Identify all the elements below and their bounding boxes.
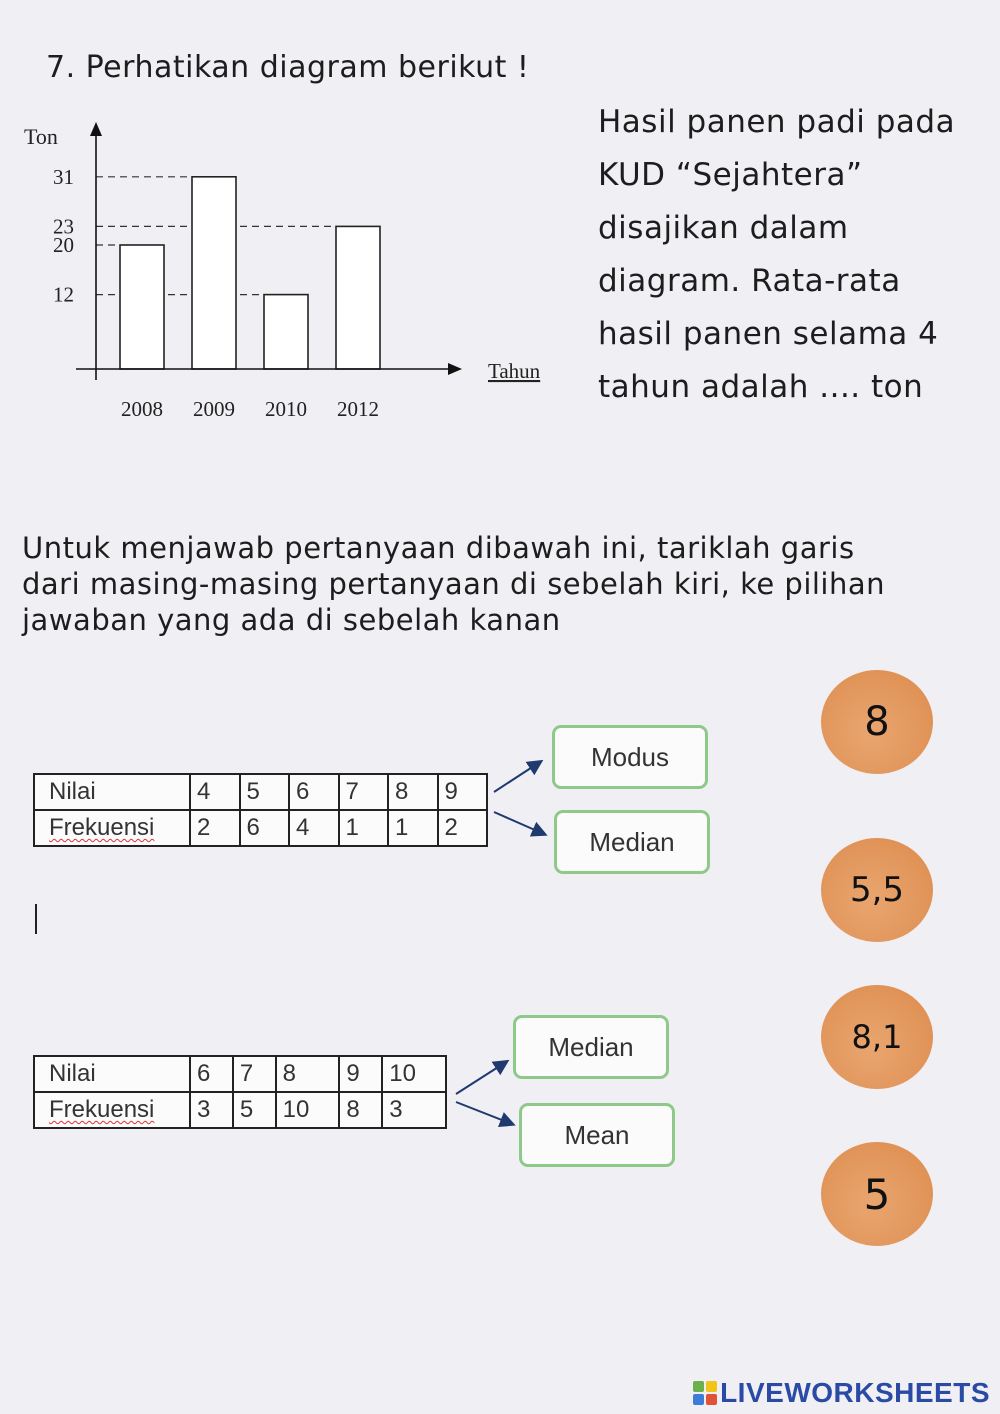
table-cell: 9 (339, 1056, 382, 1092)
y-tick-label: 23 (53, 214, 74, 239)
table-cell: 7 (339, 774, 389, 810)
table-cell: 7 (233, 1056, 276, 1092)
bar (120, 245, 164, 369)
answer-circle[interactable]: 5 (821, 1142, 933, 1246)
y-axis-title: Ton (24, 124, 58, 149)
brand-name: LIVEWORKSHEETS (720, 1377, 990, 1408)
table-cell: 10 (276, 1092, 340, 1128)
table-cell: 5 (233, 1092, 276, 1128)
bar-chart (18, 110, 578, 430)
table-cell: 6 (289, 774, 339, 810)
x-axis-title: Tahun (488, 359, 541, 383)
row-label-text: Frekuensi (49, 1096, 155, 1123)
liveworksheets-icon (693, 1381, 717, 1405)
instruction-text (22, 530, 982, 638)
bar (192, 177, 236, 369)
x-tick-label: 2010 (265, 397, 307, 421)
table-cell: 8 (276, 1056, 340, 1092)
y-axis-arrow (90, 122, 102, 136)
question-title: 7. Perhatikan diagram berikut ! (46, 50, 530, 85)
row-label (34, 1092, 190, 1128)
instruction-line: jawaban yang ada di sebelah kanan (22, 603, 561, 637)
row-label: Nilai (34, 1056, 190, 1092)
table-cell: 4 (190, 774, 240, 810)
option-mean[interactable]: Mean (519, 1103, 675, 1167)
table-cell: 8 (388, 774, 438, 810)
bar (336, 226, 380, 369)
instruction-line: Untuk menjawab pertanyaan dibawah ini, tariklah garis (22, 531, 855, 565)
table-cell: 2 (438, 810, 488, 846)
y-tick-label: 20 (53, 233, 74, 257)
table-cell: 4 (289, 810, 339, 846)
answer-circle[interactable]: 8 (821, 670, 933, 774)
x-tick-label: 2009 (193, 397, 235, 421)
question-text-line: KUD “Sejahtera” (598, 157, 863, 193)
question-text-line: disajikan dalam (598, 210, 849, 246)
row-label (34, 810, 190, 846)
question-text-line: hasil panen selama 4 (598, 316, 939, 352)
question-text-line: tahun adalah .... ton (598, 369, 924, 405)
table-row (34, 1056, 446, 1092)
table-cell: 9 (438, 774, 488, 810)
question-text-line: diagram. Rata-rata (598, 263, 901, 299)
table-cell: 6 (240, 810, 290, 846)
y-tick-label: 12 (53, 282, 74, 307)
bar (264, 295, 308, 369)
table-cell: 1 (339, 810, 389, 846)
x-axis-arrow (448, 363, 462, 375)
table-row (34, 774, 487, 810)
arrows-group-2 (448, 1040, 523, 1140)
table-cell: 8 (339, 1092, 382, 1128)
instruction-line: dari masing-masing pertanyaan di sebelah kiri, ke pilihan (22, 567, 886, 601)
row-label: Nilai (34, 774, 190, 810)
table-cell: 10 (382, 1056, 446, 1092)
answer-circle[interactable]: 5,5 (821, 838, 933, 942)
table-cell: 2 (190, 810, 240, 846)
option-median-2[interactable]: Median (513, 1015, 669, 1079)
table-cell: 6 (190, 1056, 233, 1092)
x-tick-label: 2012 (337, 397, 379, 421)
table-cell: 3 (382, 1092, 446, 1128)
arrow-to-option (494, 762, 540, 792)
answer-circle[interactable]: 8,1 (821, 985, 933, 1089)
table-cell: 3 (190, 1092, 233, 1128)
brand-logo (693, 1377, 990, 1409)
option-median-1[interactable]: Median (554, 810, 710, 874)
question-text (598, 96, 993, 414)
table-row (34, 1092, 446, 1128)
text-cursor (35, 904, 37, 934)
y-tick-label: 31 (53, 164, 74, 189)
question-text-line: Hasil panen padi pada (598, 104, 956, 140)
arrow-to-option (456, 1102, 512, 1124)
table-cell: 1 (388, 810, 438, 846)
arrow-to-option (456, 1062, 506, 1094)
table-row (34, 810, 487, 846)
x-tick-label: 2008 (121, 397, 163, 421)
arrows-group-1 (488, 750, 558, 850)
table-cell: 5 (240, 774, 290, 810)
frequency-table-1 (33, 773, 488, 847)
option-modus[interactable]: Modus (552, 725, 708, 789)
row-label-text: Frekuensi (49, 814, 155, 841)
frequency-table-2 (33, 1055, 447, 1129)
arrow-to-option (494, 812, 544, 834)
